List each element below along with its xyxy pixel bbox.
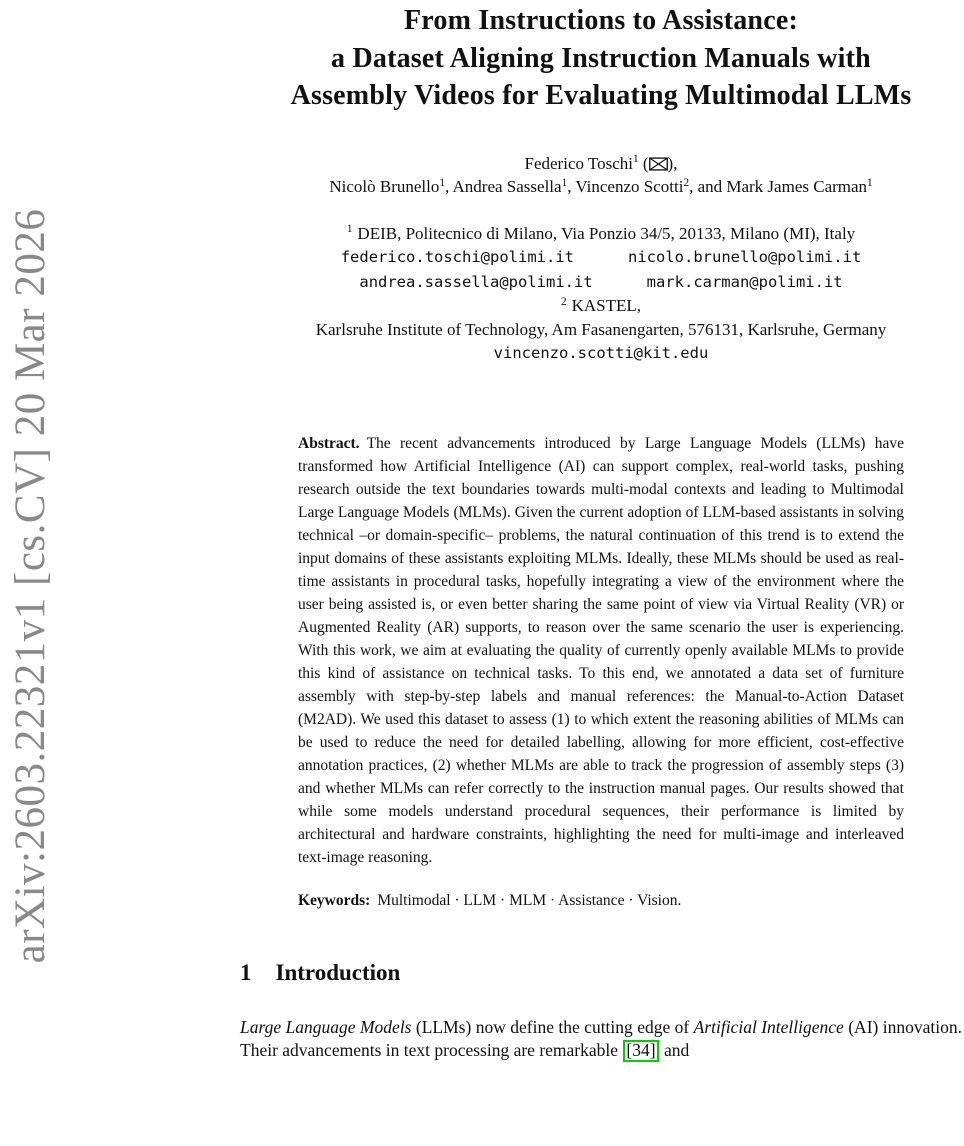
title-line-2: a Dataset Aligning Instruction Manuals with — [331, 42, 871, 74]
author-name: Mark James Carman — [726, 177, 868, 196]
author-name: Andrea Sassella — [452, 177, 562, 196]
italic-term: Large Language Models — [240, 1016, 412, 1037]
author-name: Nicolò Brunello — [329, 177, 440, 196]
arxiv-watermark: arXiv:2603.22321v1 [cs.CV] 20 Mar 2026 — [7, 208, 54, 964]
envelope-icon — [649, 157, 668, 171]
intro-text: (AI) innovation. Their advancements in text processing are remarkable — [240, 1016, 962, 1060]
author-aff-mark: 2 — [683, 176, 690, 189]
author-line-2 — [240, 175, 962, 199]
citation-34-link[interactable]: [34] — [623, 1040, 658, 1062]
email-row-1 — [240, 245, 962, 270]
email-address: mark.carman@polimi.it — [646, 272, 843, 291]
paper-content — [240, 0, 962, 1063]
affiliation-block — [240, 222, 962, 366]
italic-term: Artificial Intelligence — [693, 1016, 844, 1037]
email-address: nicolo.brunello@polimi.it — [628, 248, 862, 266]
email-row-2 — [240, 270, 962, 295]
intro-text: and — [659, 1040, 690, 1060]
title-line-1: From Instructions to Assistance: — [404, 5, 798, 36]
abstract — [298, 432, 904, 869]
affiliation-2-line-2: Karlsruhe Institute of Technology, Am Fasanengarten, 576131, Karlsruhe, Germany — [315, 319, 887, 339]
author-line-1 — [240, 152, 962, 176]
author-aff-mark: 1 — [867, 176, 873, 189]
author-aff-mark: 1 — [439, 176, 445, 189]
affiliation-text: KASTEL, — [571, 296, 642, 315]
author-separator: , — [567, 177, 576, 196]
affiliation-1 — [240, 222, 962, 246]
email-address: federico.toschi@polimi.it — [340, 248, 574, 266]
title-line-3: Assembly Videos for Evaluating Multimodal LLMs — [290, 80, 912, 111]
keywords-label: Keywords: — [298, 891, 371, 909]
keywords-text: Multimodal · LLM · MLM · Assistance · Vision. — [377, 891, 682, 909]
author-name: Federico Toschi — [524, 153, 634, 173]
abstract-label: Abstract. — [298, 434, 360, 452]
affiliation-2 — [240, 294, 962, 318]
paper-title — [240, 0, 962, 115]
affiliation-text: DEIB, Politecnico di Milano, Via Ponzio 34/5, 20133, Milano (MI), Italy — [357, 223, 856, 243]
author-separator: , and — [689, 177, 727, 196]
paren-open: ( — [638, 153, 649, 173]
paren-close: ), — [667, 153, 678, 173]
author-name: Vincenzo Scotti — [575, 177, 684, 196]
author-block — [240, 152, 962, 199]
email-address: vincenzo.scotti@kit.edu — [493, 344, 709, 362]
section-title: Introduction — [275, 959, 401, 985]
section-number: 1 — [240, 959, 252, 985]
author-aff-mark: 1 — [633, 153, 639, 166]
intro-text: (LLMs) now define the cutting edge of — [411, 1016, 694, 1037]
abstract-text: The recent advancements introduced by Large Language Models (LLMs) have transformed how Artificial Intelligence (AI) can support complex, real-world tasks, pushing research outside the text boundaries towards multi-modal contexts and leading to Multimodal Large Language Models (MLMs). Given the current adoption of LLM-based assistants in solving technical –or domain-specific– problems, the natural continuation of this trend is to extend the input domains of these assistants exploiting MLMs. Ideally, these MLMs should be used as real-time assistants in procedural tasks, hopefully integrating a view of the environment where the user being assisted is, or even better sharing the same point of view via Virtual Reality (VR) or Augmented Reality (AR) supports, to reason over the same scenario the user is experiencing. With this work, we aim at evaluating the quality of currently openly available MLMs to provide this kind of assistance on technical tasks. To this end, we annotated a data set of furniture assembly with step-by-step labels and manual references: the Manual-to-Action Dataset (M2AD). We used this dataset to assess (1) to which extent the reasoning abilities of MLMs can be used to reduce the need for detailed labelling, allowing for more efficient, cost-effective annotation practices, (2) whether MLMs are able to track the progression of assembly steps (3) and whether MLMs can refer correctly to the instruction manual pages. Our results showed that while some models understand procedural sequences, their performance is limited by architectural and hardware constraints, highlighting the need for multi-image and interleaved text-image reasoning. — [298, 434, 904, 866]
keywords — [298, 889, 904, 912]
intro-paragraph — [240, 1016, 962, 1063]
author-separator: , — [444, 177, 453, 196]
affiliation-mark: 1 — [346, 223, 353, 236]
email-row-3 — [240, 341, 962, 366]
email-address: andrea.sassella@polimi.it — [359, 272, 593, 291]
author-aff-mark: 1 — [561, 176, 568, 189]
affiliation-mark: 2 — [560, 295, 567, 308]
section-heading-introduction — [240, 960, 962, 986]
